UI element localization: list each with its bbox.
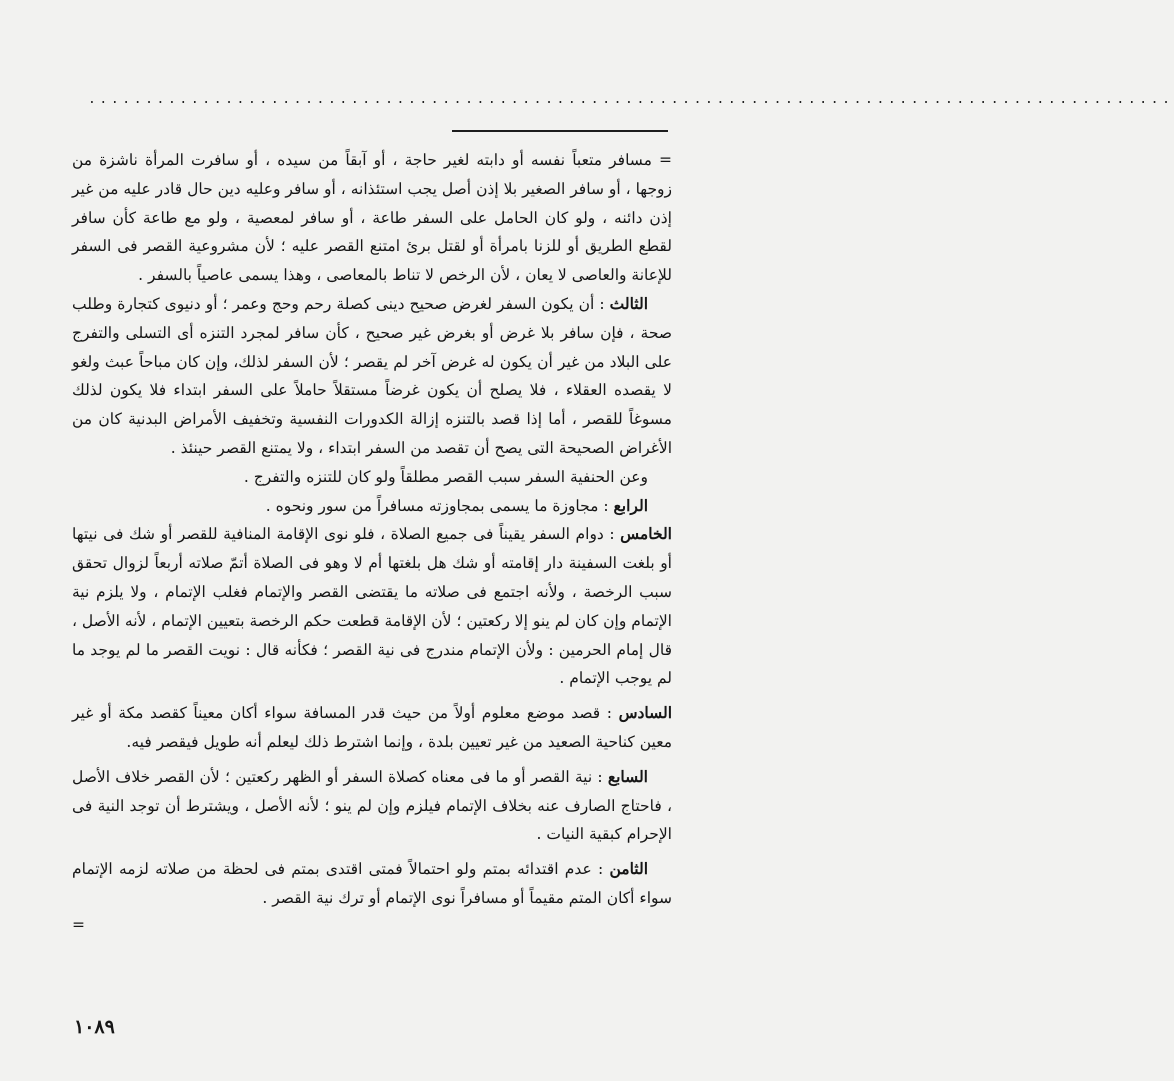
- paragraph-hanafi-note: وعن الحنفية السفر سبب القصر مطلقاً ولو كان للتنزه والتفرج .: [243, 467, 648, 486]
- paragraph-label: الثامن: [609, 859, 648, 879]
- continuation-mark: =: [72, 915, 85, 934]
- paragraph-eighth-condition: الثامن : عدم اقتدائه بمتم ولو احتمالاً فمتى اقتدى بمتم فى لحظة من صلاته لزمه الإتمام سواء أكان المتم مقيماً أو مسافراً نوى الإتمام أو ترك نية القصر .: [72, 859, 672, 907]
- paragraph-fourth-condition: الرابع : مجاوزة ما يسمى بمجاوزته مسافراً من سور ونحوه .: [265, 495, 648, 515]
- paragraph-third-condition: الثالث : أن يكون السفر لغرض صحيح دينى كصلة رحم وحج وعمر ؛ أو دنيوى كتجارة وطلب صحة ، فإن سافر بلا غرض أو بغرض غير صحيح ، كأن سافر لمجرد التنزه أى التسلى والتفرج على البلاد من غير أن يكون له غرض آخر لم يقصر ؛ لأن السفر لذلك، وإن كان مباحاً عبث ولغو لا يقصده العقلاء ، فلا يصلح أن يكون غرضاً مستقلاً حاملاً على السفر ابتداء فلا يكون لذلك مسوغاً للقصر ، أما إذا قصد بالتنزه إزالة الكدورات النفسية وتخفيف الأمراض البدنية كان من الأغراض الصحيحة التى يصح أن تقصد من السفر ابتداء ، ولا يمتنع القصر حينئذ .: [72, 293, 672, 457]
- paragraph-sixth-condition: السادس : قصد موضع معلوم أولاً من حيث قدر المسافة سواء أكان معيناً كقصد مكة أو غير معين كناحية الصعيد من غير تعيين بلدة ، وإنما اشترط ذلك ليعلم أنه طويل فيقصر فيه.: [72, 703, 672, 751]
- paragraph-label: الخامس: [620, 524, 672, 544]
- page-number: ١٠٨٩: [74, 1016, 115, 1038]
- paragraph-label: السادس: [618, 703, 672, 723]
- paragraph-fifth-condition: الخامس : دوام السفر يقيناً فى جميع الصلاة ، فلو نوى الإقامة المنافية للقصر أو شك فى نيتها أو بلغت السفينة دار إقامته أو شك هل بلغتها أم لا وهو فى الصلاة أتمّ صلاته أربعاً لزوال تحقق سبب الرخصة ، ولأنه اجتمع فى صلاته ما يقتضى القصر والإتمام فغلب الإتمام ، ولا يلزم نية الإتمام وإن كان لم ينو إلا ركعتين ؛ لأن الإقامة قطعت حكم الرخصة بتعيين الإتمام ، لأنه الأصل ، قال إمام الحرمين : ولأن الإتمام مندرج فى نية القصر ؛ فكأنه قال : نويت القصر ما لم يوجد ما لم يوجب الإتمام .: [72, 524, 672, 688]
- paragraph-1: = مسافر متعباً نفسه أو دابته لغير حاجة ، أو آبقاً من سيده ، أو سافرت المرأة ناشزة من زوجها ، أو سافر الصغير بلا إذن أصل يجب استئذانه ، أو سافر وعليه دين حال قادر عليه من غير إذن دائنه ، ولو كان الحامل على السفر طاعة ، أو سافر لمعصية ، ولو مع طاعة كأن سافر لقطع الطريق أو للزنا بامرأة أو لقتل برئ امتنع القصر عليه ؛ لأن مشروعية القصر فى السفر للإعانة والعاصى لا يعان ، لأن الرخص لا تناط بالمعاصى ، وهذا يسمى عاصياً بالسفر .: [72, 151, 672, 285]
- paragraph-seventh-condition: السابع : نية القصر أو ما فى معناه كصلاة السفر أو الظهر ركعتين ؛ لأن القصر خلاف الأصل ، فاحتاج الصارف عنه بخلاف الإتمام فيلزم وإن لم ينو ؛ لأنه الأصل ، ويشترط أن توجد النية فى الإحرام كبقية النيات .: [72, 766, 672, 844]
- page-body: [72, 146, 672, 940]
- footnote-separator-rule: [452, 130, 668, 132]
- header-dotted-line: ...............................................................................................: [88, 92, 1174, 107]
- paragraph-label: الرابع: [613, 495, 648, 515]
- paragraph-label: السابع: [607, 766, 648, 786]
- paragraph-label: الثالث: [609, 293, 648, 313]
